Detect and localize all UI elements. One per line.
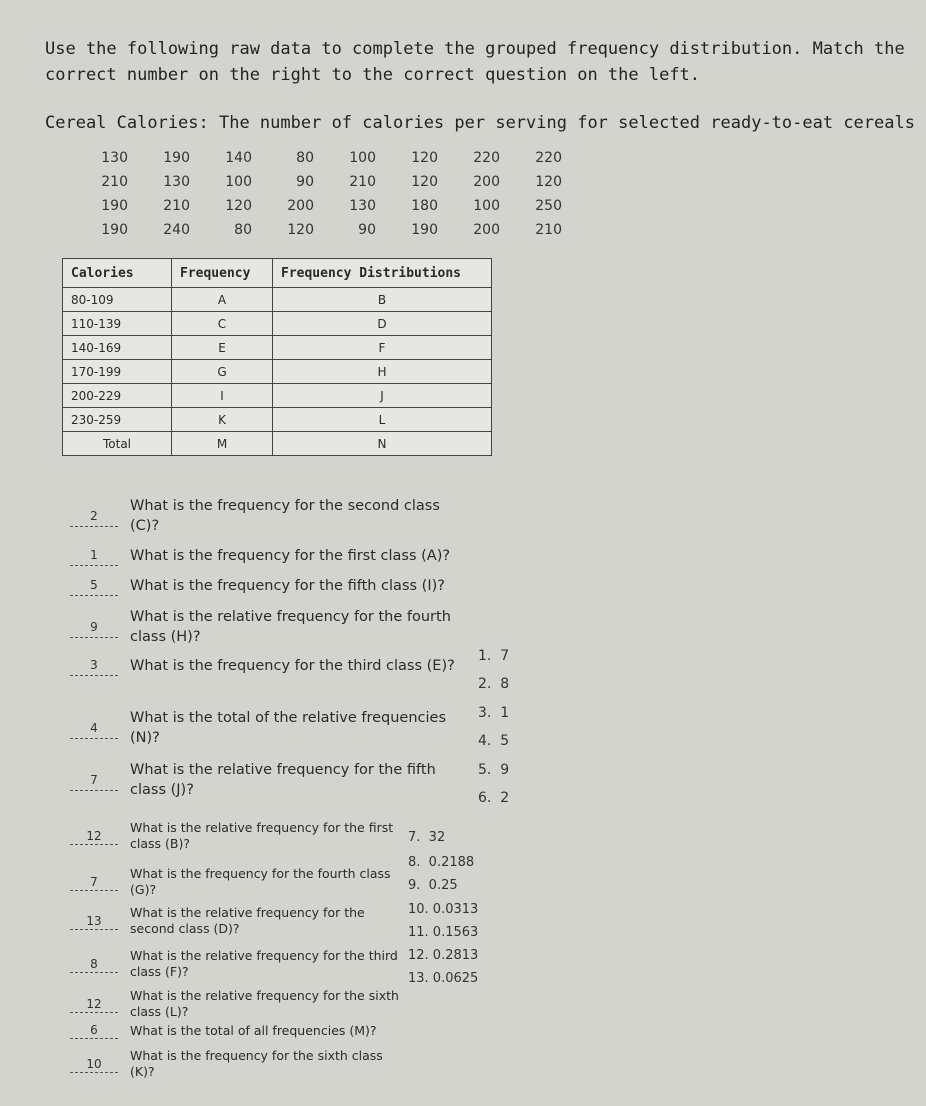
raw-value: 250 — [535, 198, 562, 214]
distribution-cell: J — [273, 384, 492, 408]
distribution-cell: F — [273, 336, 492, 360]
raw-value: 220 — [473, 150, 500, 166]
question-text: What is the relative frequency for the fourth class (H)? — [130, 609, 451, 645]
question-item — [70, 948, 400, 980]
table-row — [63, 432, 492, 456]
raw-value: 90 — [296, 174, 314, 190]
answer-field[interactable]: 13 — [70, 913, 118, 930]
frequency-cell: G — [172, 360, 273, 384]
raw-value: 200 — [287, 198, 314, 214]
frequency-cell: K — [172, 408, 273, 432]
answer-option: 7. 32 — [408, 830, 446, 845]
question-text: What is the relative frequency for the first class (B)? — [130, 820, 394, 851]
question-item — [70, 708, 460, 748]
raw-value: 210 — [535, 222, 562, 238]
question-text: What is the relative frequency for the third class (F)? — [130, 948, 398, 979]
frequency-cell: M — [172, 432, 273, 456]
raw-value: 220 — [535, 150, 562, 166]
distribution-cell: D — [273, 312, 492, 336]
table-row — [63, 360, 492, 384]
raw-value: 120 — [535, 174, 562, 190]
answer-field[interactable]: 9 — [70, 617, 118, 638]
answer-field[interactable]: 7 — [70, 874, 118, 891]
answer-field[interactable]: 3 — [70, 655, 118, 676]
answer-option: 8. 0.2188 — [408, 855, 475, 870]
raw-value: 120 — [287, 222, 314, 238]
raw-value: 180 — [411, 198, 438, 214]
question-text: What is the frequency for the fifth class (I)? — [130, 577, 445, 594]
question-text: What is the relative frequency for the sixth class (L)? — [130, 988, 399, 1019]
calories-cell: 170-199 — [63, 360, 172, 384]
raw-value: 210 — [101, 174, 128, 190]
answer-field[interactable]: 8 — [70, 956, 118, 973]
question-text: What is the relative frequency for the second class (D)? — [130, 905, 365, 936]
raw-value: 200 — [473, 174, 500, 190]
question-text: What is the relative frequency for the fifth class (J)? — [130, 762, 436, 798]
raw-value: 210 — [163, 198, 190, 214]
raw-value: 190 — [411, 222, 438, 238]
frequency-table — [62, 258, 492, 456]
raw-value: 80 — [296, 150, 314, 166]
question-item — [70, 760, 460, 800]
table-row — [63, 336, 492, 360]
answer-option: 6. 2 — [478, 790, 510, 806]
answer-option: 4. 5 — [478, 733, 510, 749]
raw-value: 200 — [473, 222, 500, 238]
answer-field[interactable]: 12 — [70, 996, 118, 1013]
question-item — [70, 575, 460, 596]
distribution-cell: L — [273, 408, 492, 432]
answer-option: 13. 0.0625 — [408, 971, 479, 986]
raw-value: 130 — [163, 174, 190, 190]
raw-value: 190 — [101, 222, 128, 238]
header-frequency: Frequency — [172, 259, 273, 288]
question-text: What is the frequency for the third class (E)? — [130, 657, 455, 674]
raw-value: 190 — [101, 198, 128, 214]
question-item — [70, 866, 400, 898]
calories-cell: 140-169 — [63, 336, 172, 360]
raw-value: 90 — [358, 222, 376, 238]
calories-cell: Total — [63, 432, 172, 456]
table-row — [63, 312, 492, 336]
answer-option: 11. 0.1563 — [408, 925, 479, 940]
question-text: What is the total of all frequencies (M)? — [130, 1022, 377, 1038]
raw-value: 210 — [349, 174, 376, 190]
raw-data-grid — [78, 150, 574, 244]
answer-option: 3. 1 — [478, 705, 510, 721]
answer-field[interactable]: 4 — [70, 718, 118, 739]
frequency-cell: C — [172, 312, 273, 336]
question-item — [70, 607, 460, 647]
raw-value: 100 — [225, 174, 252, 190]
answer-option: 2. 8 — [478, 676, 510, 692]
table-row — [63, 288, 492, 312]
answer-field[interactable]: 6 — [70, 1022, 118, 1039]
raw-value: 190 — [163, 150, 190, 166]
raw-value: 130 — [101, 150, 128, 166]
calories-cell: 200-229 — [63, 384, 172, 408]
calories-cell: 230-259 — [63, 408, 172, 432]
question-text: What is the frequency for the sixth class (K)? — [130, 1048, 383, 1079]
question-item — [70, 545, 460, 566]
raw-value: 120 — [411, 150, 438, 166]
raw-value: 130 — [349, 198, 376, 214]
header-frequency-distributions: Frequency Distributions — [273, 259, 492, 288]
frequency-cell: I — [172, 384, 273, 408]
answer-option: 12. 0.2813 — [408, 948, 479, 963]
question-text: What is the frequency for the second class (C)? — [130, 498, 440, 534]
answer-field[interactable]: 10 — [70, 1056, 118, 1073]
frequency-cell: A — [172, 288, 273, 312]
raw-value: 140 — [225, 150, 252, 166]
question-item — [70, 988, 400, 1020]
raw-value: 240 — [163, 222, 190, 238]
question-item — [70, 905, 400, 937]
raw-value: 80 — [234, 222, 252, 238]
question-item — [70, 820, 400, 852]
question-item — [70, 1048, 400, 1080]
question-item — [70, 655, 460, 676]
table-row — [63, 408, 492, 432]
distribution-cell: N — [273, 432, 492, 456]
question-item — [70, 496, 460, 536]
table-row — [63, 384, 492, 408]
answer-option: 10. 0.0313 — [408, 902, 479, 917]
calories-cell: 110-139 — [63, 312, 172, 336]
cereal-title: Cereal Calories: The number of calories per serving for selected ready-to-eat cereals — [45, 113, 915, 133]
answer-field[interactable]: 1 — [70, 545, 118, 566]
raw-value: 100 — [473, 198, 500, 214]
distribution-cell: B — [273, 288, 492, 312]
answer-field[interactable]: 7 — [70, 770, 118, 791]
frequency-cell: E — [172, 336, 273, 360]
question-text: What is the frequency for the first class (A)? — [130, 547, 451, 564]
distribution-cell: H — [273, 360, 492, 384]
answer-field[interactable]: 2 — [70, 506, 118, 527]
answer-option: 5. 9 — [478, 762, 510, 778]
raw-value: 120 — [411, 174, 438, 190]
answer-option: 1. 7 — [478, 648, 510, 664]
answer-field[interactable]: 5 — [70, 575, 118, 596]
calories-cell: 80-109 — [63, 288, 172, 312]
raw-value: 120 — [225, 198, 252, 214]
instructions: Use the following raw data to complete the grouped frequency distribution. Match the correct number on the right to the correct question on the left. — [45, 39, 915, 85]
question-item — [70, 1022, 400, 1039]
answer-option: 9. 0.25 — [408, 878, 458, 893]
question-text: What is the frequency for the fourth class (G)? — [130, 866, 391, 897]
raw-value: 100 — [349, 150, 376, 166]
question-text: What is the total of the relative frequencies (N)? — [130, 710, 447, 746]
header-calories: Calories — [63, 259, 172, 288]
answer-field[interactable]: 12 — [70, 828, 118, 845]
